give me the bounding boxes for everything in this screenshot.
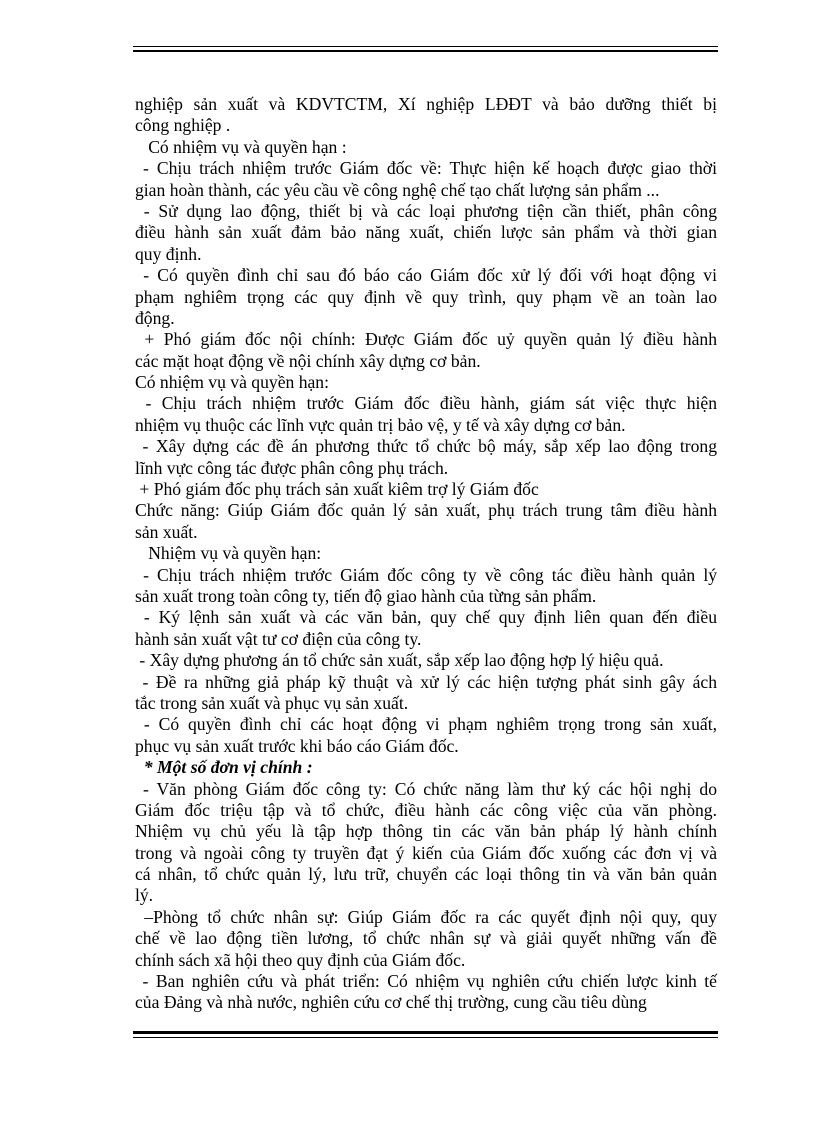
text-line: phục vụ sản xuất trước khi báo cáo Giám đốc. xyxy=(135,735,459,756)
text-line: Có nhiệm vụ và quyền hạn: xyxy=(135,372,329,393)
text-line: lý. xyxy=(135,885,154,906)
text-line: - Chịu trách nhiệm trước Giám đốc công ty về công tác điều hành quản lý xyxy=(135,564,717,585)
text-line: - Đề ra những giả pháp kỹ thuật và xử lý các hiện tượng phát sinh gây ách xyxy=(135,671,717,692)
text-line: - Có quyền đình chỉ sau đó báo cáo Giám đốc xử lý đối với hoạt động vi xyxy=(135,265,717,286)
text-line: - Chịu trách nhiệm trước Giám đốc điều hành, giám sát việc thực hiện xyxy=(135,393,717,414)
text-line: nhiệm vụ thuộc các lĩnh vực quản trị bảo vệ, y tế và xây dựng cơ bản. xyxy=(135,414,626,435)
text-line: phạm nghiêm trọng các quy định về quy trình, quy phạm về an toàn lao xyxy=(135,286,717,307)
text-line: + Phó giám đốc nội chính: Được Giám đốc uỷ quyền quản lý điều hành xyxy=(135,329,717,350)
text-line: lĩnh vực công tác được phân công phụ trách. xyxy=(135,457,449,478)
text-line: + Phó giám đốc phụ trách sản xuất kiêm trợ lý Giám đốc xyxy=(135,479,539,500)
footer-double-rule xyxy=(133,1031,718,1038)
text-line: Nhiệm vụ và quyền hạn: xyxy=(135,543,322,564)
text-line: của Đảng và nhà nước, nghiên cứu cơ chế thị trường, cung cầu tiêu dùng xyxy=(135,992,647,1013)
text-line: các mặt hoạt động về nội chính xây dựng cơ bản. xyxy=(135,350,481,371)
text-line: Chức năng: Giúp Giám đốc quản lý sản xuất, phụ trách trung tâm điều hành xyxy=(135,500,717,521)
text-line: tắc trong sản xuất và phục vụ sản xuất. xyxy=(135,692,409,713)
text-line: Có nhiệm vụ và quyền hạn : xyxy=(135,136,347,157)
text-line: - Chịu trách nhiệm trước Giám đốc về: Thực hiện kế hoạch được giao thời xyxy=(135,158,717,179)
text-line: nghiệp sản xuất và KDVTCTM, Xí nghiệp LĐĐT và bảo dưỡng thiết bị xyxy=(135,94,717,114)
header-double-rule xyxy=(133,46,718,52)
text-line: hành sản xuất vật tư cơ điện của công ty. xyxy=(135,628,422,649)
text-line: sản xuất trong toàn công ty, tiến độ giao hành của từng sản phẩm. xyxy=(135,585,597,606)
text-line: sản xuất. xyxy=(135,521,198,542)
text-line: - Văn phòng Giám đốc công ty: Có chức năng làm thư ký các hội nghị do xyxy=(135,778,717,799)
text-line: Nhiệm vụ chủ yếu là tập hợp thông tin các văn bản pháp lý hành chính xyxy=(135,821,717,842)
text-line: cá nhân, tổ chức quản lý, lưu trữ, chuyển các loại thông tin và văn bản quản xyxy=(135,864,717,885)
text-line: quy định. xyxy=(135,243,202,264)
text-line: - Có quyền đình chỉ các hoạt động vi phạm nghiêm trọng trong sản xuất, xyxy=(135,714,717,735)
text-line: Giám đốc triệu tập và tổ chức, điều hành các công việc của văn phòng. xyxy=(135,799,717,820)
document-body-text xyxy=(135,94,717,1014)
text-line: trong và ngoài công ty truyền đạt ý kiến của Giám đốc xuống các đơn vị và xyxy=(135,842,717,863)
text-line: gian hoàn thành, các yêu cầu về công nghệ chế tạo chất lượng sản phẩm ... xyxy=(135,179,660,200)
text-line: - Xây dựng phương án tổ chức sản xuất, sắp xếp lao động hợp lý hiệu quả. xyxy=(135,650,664,671)
text-line: - Ban nghiên cứu và phát triển: Có nhiệm vụ nghiên cứu chiến lược kinh tế xyxy=(135,971,717,992)
text-line: –Phòng tổ chức nhân sự: Giúp Giám đốc ra các quyết định nội quy, quy xyxy=(135,906,717,927)
text-line: - Sử dụng lao động, thiết bị và các loại phương tiện cần thiết, phân công xyxy=(135,200,717,221)
text-line: chế về lao động tiền lương, tổ chức nhân sự và giải quyết những vấn đề xyxy=(135,928,717,949)
text-line: điều hành sản xuất đảm bảo năng xuất, chiến lược sản phẩm và thời gian xyxy=(135,222,717,243)
section-heading: * Một số đơn vị chính : xyxy=(135,757,313,778)
text-line: động. xyxy=(135,307,175,328)
text-line: - Xây dựng các đề án phương thức tổ chức bộ máy, sắp xếp lao động trong xyxy=(135,436,717,457)
text-line: - Ký lệnh sản xuất và các văn bản, quy chế quy định liên quan đến điều xyxy=(135,607,717,628)
text-line: chính sách xã hội theo quy định của Giám đốc. xyxy=(135,949,466,970)
text-line: công nghiệp . xyxy=(135,115,231,136)
